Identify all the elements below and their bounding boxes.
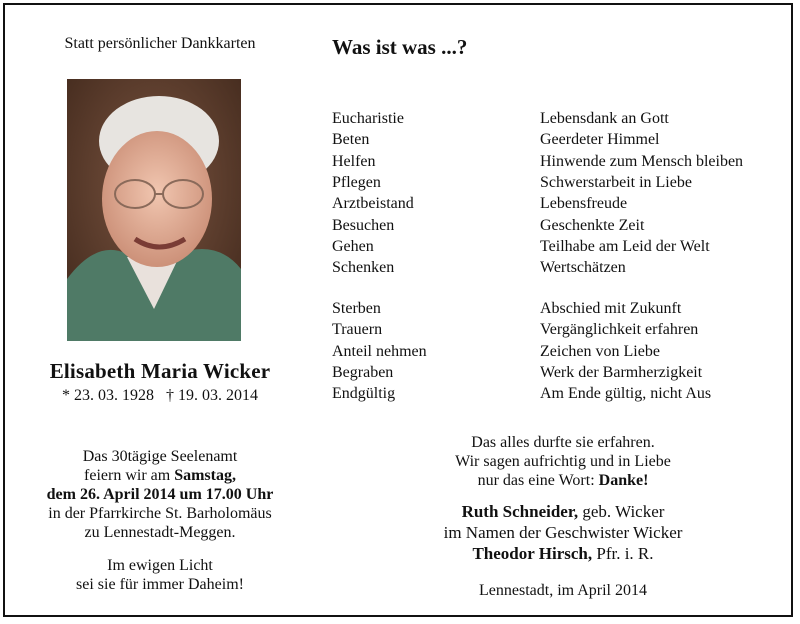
term: Beten (332, 131, 370, 149)
obituary-card (3, 3, 793, 617)
term: Eucharistie (332, 110, 404, 127)
portrait-photo (67, 79, 241, 341)
deceased-name: Elisabeth Maria Wicker (49, 359, 271, 383)
term: Sterben (332, 300, 381, 317)
meaning: Schwerstarbeit in Liebe (540, 173, 692, 191)
term: Schenken (332, 259, 395, 277)
mass-line-4: in der Pfarrkirche St. Barholomäus (48, 505, 272, 522)
meaning: Werk der Barmherzigkeit (540, 363, 703, 381)
mass-line-2 (5, 466, 315, 485)
thanks-word: Danke! (598, 472, 649, 489)
mass-date-time (5, 485, 315, 504)
meaning: Abschied mit Zukunft (540, 300, 682, 317)
closing-line-1: Das alles durfte sie erfahren. (471, 434, 655, 451)
mass-announcement (5, 447, 315, 594)
closing-line-3-text: nur das eine Wort: (477, 472, 599, 489)
term: Besuchen (332, 216, 395, 234)
meaning: Teilhabe am Leid der Welt (540, 237, 710, 255)
mass-line-1: Das 30tägige Seelenamt (82, 448, 238, 465)
meaning: Am Ende gültig, nicht Aus (540, 385, 712, 403)
headline: Was ist was ...? (332, 35, 468, 59)
closing-line-2: Wir sagen aufrichtig und in Liebe (455, 453, 671, 470)
meaning: Lebensdank an Gott (540, 110, 669, 127)
term: Trauern (332, 321, 383, 339)
blessing-line-1: Im ewigen Licht (107, 557, 213, 574)
signer-1 (333, 501, 793, 522)
term: Begraben (332, 363, 394, 381)
meaning: Wertschätzen (540, 259, 626, 277)
meaning: Vergänglichkeit erfahren (540, 321, 699, 339)
place-date: Lennestadt, im April 2014 (479, 582, 647, 599)
signer-1-suffix: geb. Wicker (578, 502, 665, 521)
life-dates (5, 387, 315, 405)
closing-text (333, 433, 793, 490)
meaning: Lebensfreude (540, 195, 628, 213)
meaning: Geschenkte Zeit (540, 216, 645, 234)
birth-date: * 23. 03. 1928 (62, 387, 154, 404)
meaning: Geerdeter Himmel (540, 131, 660, 149)
mass-date: dem 26. April 2014 um 17.00 Uhr (46, 486, 274, 503)
blessing-line-2: sei sie für immer Daheim! (76, 576, 244, 593)
intro-text: Statt persönlicher Dankkarten (64, 35, 256, 52)
meaning: Zeichen von Liebe (540, 342, 660, 360)
closing-line-3 (333, 471, 793, 490)
signer-1-name: Ruth Schneider, (461, 502, 579, 521)
signer-2: im Namen der Geschwister Wicker (443, 523, 683, 542)
term: Gehen (332, 237, 374, 255)
mass-line-5: zu Lennestadt-Meggen. (84, 524, 236, 541)
meaning: Hinwende zum Mensch bleiben (540, 152, 744, 170)
signer-3 (333, 543, 793, 564)
term: Pflegen (332, 173, 381, 191)
term: Helfen (332, 152, 376, 170)
term: Endgültig (332, 385, 396, 403)
signer-3-suffix: Pfr. i. R. (592, 544, 654, 563)
signer-3-name: Theodor Hirsch, (472, 544, 593, 563)
term: Arztbeistand (332, 195, 414, 213)
mass-day: Samstag, (174, 467, 236, 484)
signers (333, 501, 793, 564)
death-date: † 19. 03. 2014 (166, 387, 258, 404)
mass-line-2-text: feiern wir am (84, 467, 175, 484)
term: Anteil nehmen (332, 342, 427, 360)
